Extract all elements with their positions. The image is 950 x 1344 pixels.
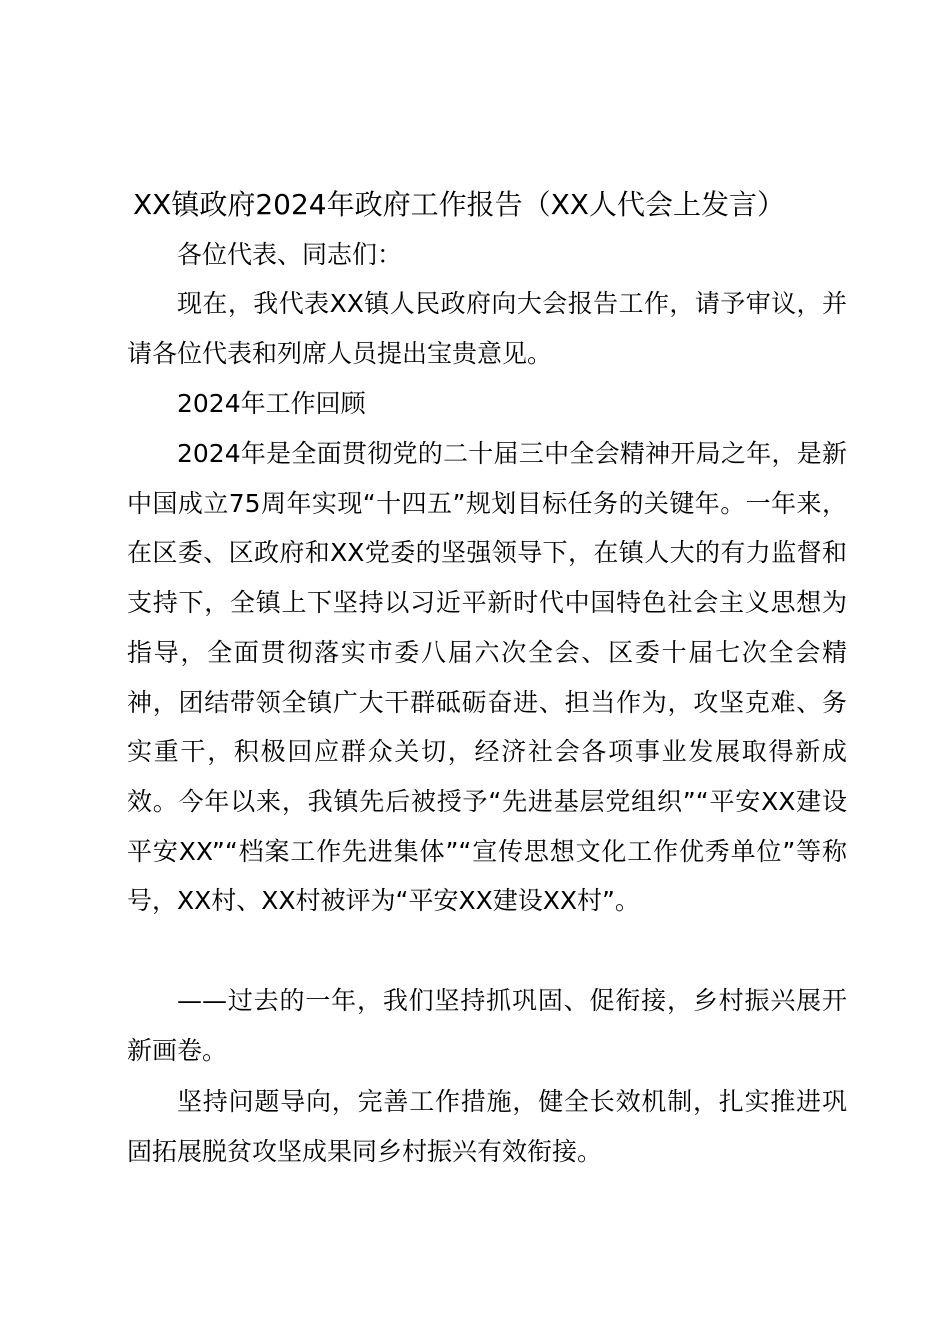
salutation-paragraph: 各位代表、同志们： bbox=[177, 240, 403, 269]
document-title: XX镇政府2024年政府工作报告（XX人代会上发言） bbox=[133, 188, 785, 221]
measures-paragraph: 坚持问题导向，完善工作措施，健全长效机制，扎实推进巩固拓展脱贫攻坚成果同乡村振兴有效衔接。 bbox=[127, 1087, 847, 1166]
section-heading: 2024年工作回顾 bbox=[177, 389, 366, 418]
intro-paragraph: 现在，我代表XX镇人民政府向大会报告工作，请予审议，并请各位代表和列席人员提出宝贵意见。 bbox=[127, 289, 847, 368]
review-paragraph: 2024年是全面贯彻党的二十届三中全会精神开局之年，是新中国成立75周年实现“十四五”规划目标任务的关键年。一年来，在区委、区政府和XX党委的坚强领导下，在镇人大的有力监督和支持下，全镇上下坚持以习近平新时代中国特色社会主义思想为指导，全面贯彻落实市委八届六次全会、区委十届七次全会精神，团结带领全镇广大干群砥砺奋进、担当作为，攻坚克难、务实重干，积极回应群众关切，经济社会各项事业发展取得新成效。今年以来，我镇先后被授予“先进基层党组织”“平安XX建设平安XX”“档案工作先进集体”“宣传思想文化工作优秀单位”等称号，XX村、XX村被评为“平安XX建设XX村”。 bbox=[127, 439, 847, 916]
summary-paragraph: ——过去的一年，我们坚持抓巩固、促衔接，乡村振兴展开新画卷。 bbox=[127, 986, 847, 1065]
